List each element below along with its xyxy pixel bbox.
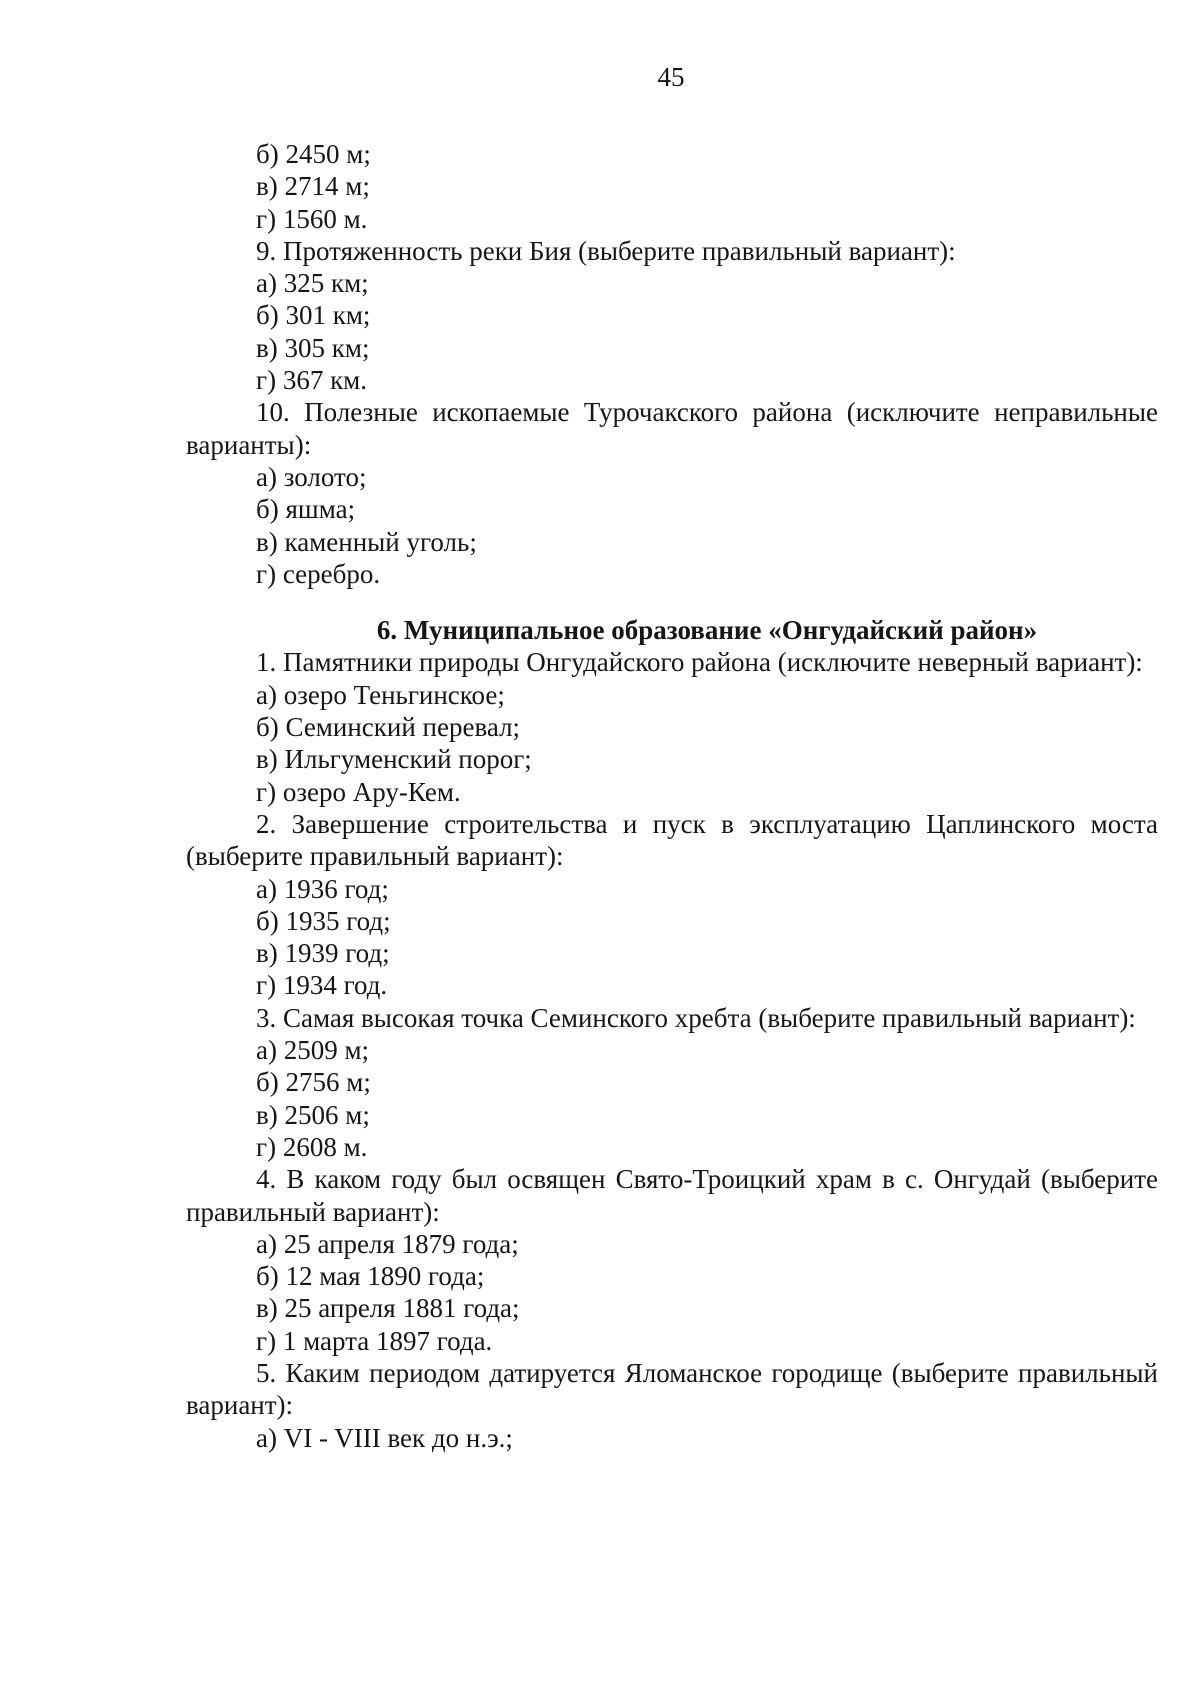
question-9: 9. Протяженность реки Бия (выберите правильный вариант): bbox=[256, 235, 956, 266]
list-item: г) 1 марта 1897 года. bbox=[256, 1325, 493, 1356]
list-item: в) каменный уголь; bbox=[256, 526, 477, 557]
question-3: 3. Самая высокая точка Семинского хребта (выберите правильный вариант): bbox=[256, 1002, 1136, 1033]
question-4: 4. В каком году был освящен Свято-Троицкий храм в с. Онгудай (выберите правильный вариант): bbox=[186, 1164, 1158, 1227]
list-item: а) 2509 м; bbox=[256, 1035, 370, 1066]
list-item: г) 1560 м. bbox=[256, 203, 368, 234]
list-item: г) озеро Ару-Кем. bbox=[256, 776, 461, 807]
list-item: в) 2506 м; bbox=[256, 1099, 370, 1130]
list-item: а) VI - VIII век до н.э.; bbox=[256, 1422, 513, 1453]
list-item: в) 2714 м; bbox=[256, 171, 370, 202]
list-item: б) 1935 год; bbox=[256, 905, 391, 936]
list-item: а) озеро Теньгинское; bbox=[256, 679, 505, 710]
list-item: б) 12 мая 1890 года; bbox=[256, 1261, 485, 1292]
list-item: в) 1939 год; bbox=[256, 938, 390, 969]
list-item: б) Семинский перевал; bbox=[256, 712, 521, 743]
list-item: а) золото; bbox=[256, 461, 367, 492]
list-item: а) 325 км; bbox=[256, 268, 369, 299]
list-item: а) 25 апреля 1879 года; bbox=[256, 1228, 519, 1259]
list-item: г) 367 км. bbox=[256, 365, 368, 396]
list-item: б) 2450 м; bbox=[256, 139, 371, 169]
question-10: 10. Полезные ископаемые Турочакского района (исключите неправильные варианты): bbox=[186, 397, 1158, 460]
document-body bbox=[186, 138, 1158, 1454]
question-5: 5. Каким периодом датируется Яломанское городище (выберите правильный вариант): bbox=[186, 1357, 1158, 1421]
list-item: г) 2608 м. bbox=[256, 1131, 368, 1162]
list-item: г) серебро. bbox=[256, 558, 381, 589]
list-item: б) 2756 м; bbox=[256, 1067, 371, 1098]
list-item: а) 1936 год; bbox=[256, 873, 389, 904]
page-number: 45 bbox=[657, 62, 685, 92]
question-1: 1. Памятники природы Онгудайского района (исключите неверный вариант): bbox=[256, 647, 1143, 678]
list-item: г) 1934 год. bbox=[256, 970, 388, 1001]
list-item: в) 25 апреля 1881 года; bbox=[256, 1293, 520, 1324]
section-heading: 6. Муниципальное образование «Онгудайский район» bbox=[376, 615, 1038, 646]
list-item: в) Ильгуменский порог; bbox=[256, 744, 532, 775]
list-item: б) яшма; bbox=[256, 494, 356, 525]
question-2: 2. Завершение строительства и пуск в эксплуатацию Цаплинского моста (выберите правильный вариант): bbox=[186, 808, 1158, 872]
list-item: б) 301 км; bbox=[256, 300, 371, 331]
list-item: в) 305 км; bbox=[256, 332, 370, 363]
